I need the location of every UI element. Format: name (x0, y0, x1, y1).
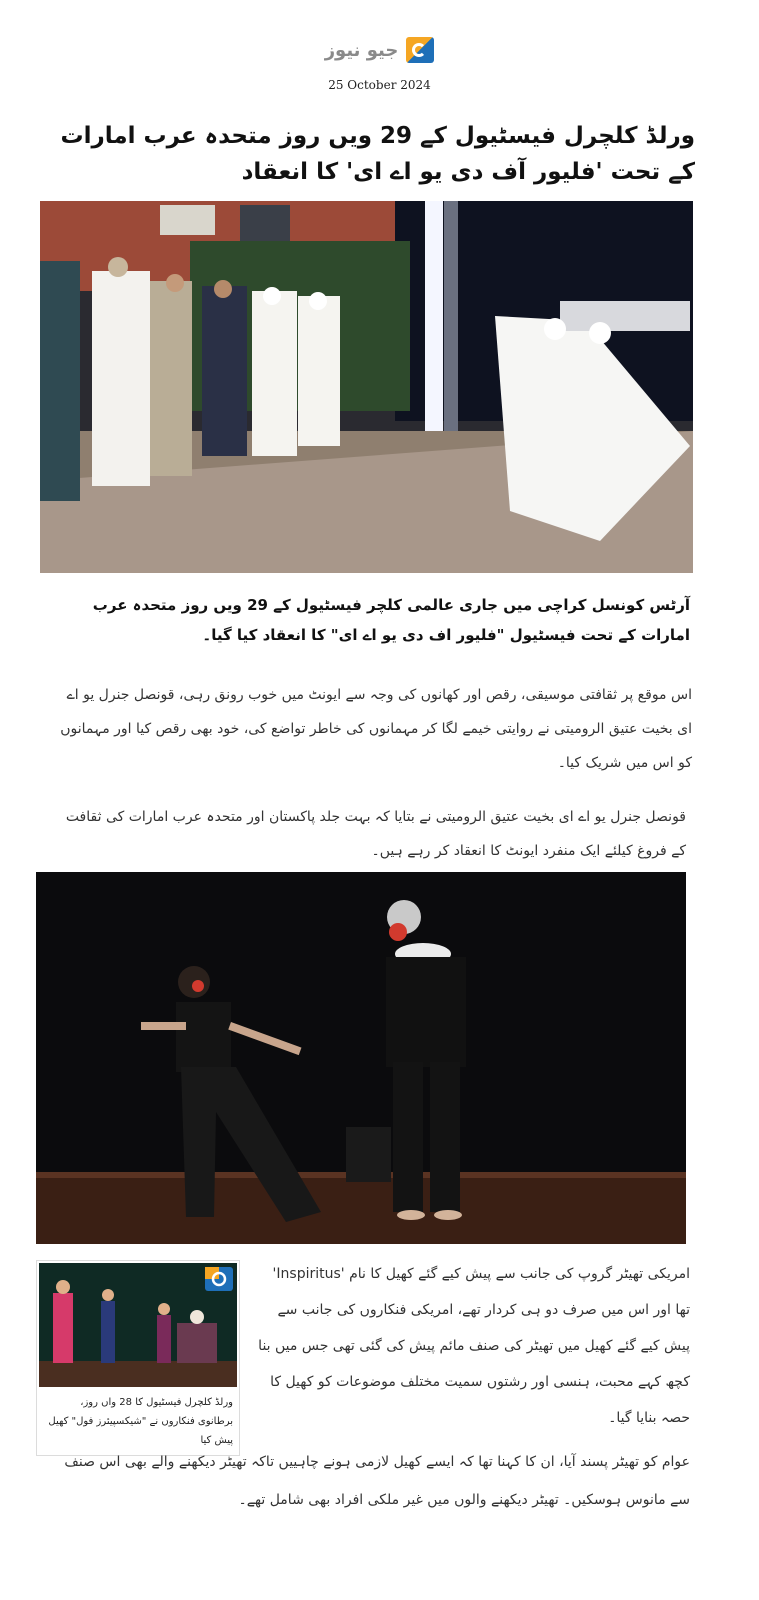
brand-name: جیو نیوز (324, 39, 399, 61)
ceremony-photo-illustration (40, 201, 693, 573)
geo-logo-icon (406, 37, 434, 63)
article-paragraph: عوام کو تھیٹر پسند آیا، ان کا کہنا تھا کہ ایسے کھیل لازمی ہونے چاہییں تاکہ تھیٹر دیکھنے والے بھی اس صنف سے مانوس ہوسکیں۔ تھیٹر دیکھنے والوں میں غیر ملکی افراد بھی شامل تھے۔ (64, 1454, 690, 1508)
masthead (0, 28, 759, 72)
ceremony-photo (40, 201, 693, 573)
article-headline: ورلڈ کلچرل فیسٹیول کے 29 ویں روز متحدہ عرب امارات کے تحت 'فلیور آف دی یو اے ای' کا انعقاد (60, 123, 695, 185)
related-story-caption[interactable]: ورلڈ کلچرل فیسٹیول کا 28 واں روز، برطانوی فنکاروں نے "شیکسپیئرز فول" کھیل پیش کیا (48, 1397, 233, 1446)
related-story-illustration (39, 1263, 237, 1387)
related-story-image (39, 1263, 237, 1387)
related-story-card[interactable] (36, 1260, 240, 1456)
article-paragraph: اس موقع پر ثقافتی موسیقی، رقص اور کھانوں کی وجہ سے ایونٹ میں خوب رونق رہی، قونصل جنرل یو اے ای بخیت عتیق الرومیتی نے روایتی خیمے لگا کر مہمانوں کی خاطر تواضع کی، خود بھی رقص کیا اور مہمانوں کو اس میں شریک کیا۔ (60, 687, 692, 771)
theatre-photo (36, 872, 686, 1244)
theatre-photo-illustration (36, 872, 686, 1244)
article-date: 25 October 2024 (328, 78, 431, 92)
article-lead: آرٹس کونسل کراچی میں جاری عالمی کلچر فیسٹیول کے 29 ویں روز متحدہ عرب امارات کے تحت فیسٹیول "فلیور اف دی یو اے ای" کا انعقاد کیا گیا۔ (92, 596, 690, 644)
article-paragraph: قونصل جنرل یو اے ای بخیت عتیق الرومیتی نے بتایا کہ بہت جلد پاکستان اور متحدہ عرب امارات کی ثقافت کے فروغ کیلئے ایک منفرد ایونٹ کا انعقاد کر رہے ہیں۔ (65, 809, 686, 859)
article-paragraph: امریکی تھیٹر گروپ کی جانب سے پیش کیے گئے کھیل کا نام 'Inspiritus' تھا اور اس میں صرف دو ہی کردار تھے، امریکی فنکاروں کی جانب سے پیش کیے گئے کھیل میں تھیٹر کی صنف مائم پیش کی گئی تھی جس میں بنا کچھ کہے محبت، ہنسی اور رشتوں سمیت مختلف موضوعات کو کھیل کا حصہ بنایا گیا۔ (258, 1266, 690, 1426)
brand[interactable] (325, 37, 435, 63)
